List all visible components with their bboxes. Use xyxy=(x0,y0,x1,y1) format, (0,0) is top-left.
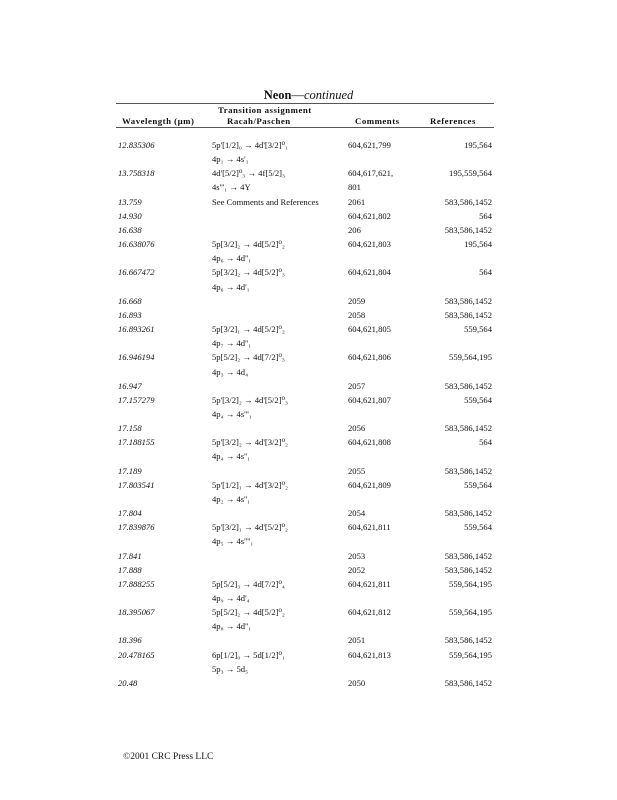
wavelength-cell: 13.759 xyxy=(118,196,142,207)
wavelength-cell xyxy=(116,534,208,548)
references-cell xyxy=(426,336,494,350)
references-cell: 559,564,195 xyxy=(449,649,492,660)
references-cell xyxy=(426,180,494,194)
transition-cell xyxy=(208,379,344,393)
wavelength-cell: 17.888 xyxy=(118,564,142,575)
comments-cell xyxy=(344,280,426,294)
wavelength-cell xyxy=(116,152,208,166)
references-cell xyxy=(426,591,494,605)
header-transition-line2: Racah/Paschen xyxy=(227,116,291,126)
header-references: References xyxy=(430,116,476,126)
comments-cell xyxy=(344,591,426,605)
wavelength-cell: 16.946194 xyxy=(118,352,155,363)
transition-cell: 4p₆ → 4d'₁ xyxy=(212,281,250,292)
comments-cell xyxy=(344,365,426,379)
references-cell: 559,564 xyxy=(464,394,492,405)
transition-cell: 5p'[3/2]₂ → 4d'[3/2]⁰₂ xyxy=(212,437,289,448)
references-cell: 583,586,1452 xyxy=(444,635,492,646)
comments-cell: 604,621,812 xyxy=(348,607,391,618)
title-element: Neon xyxy=(263,88,292,102)
comments-cell: 2059 xyxy=(348,295,366,306)
comments-cell xyxy=(344,449,426,463)
transition-cell: 4d'[5/2]⁰₃ → 4f[5/2]₃ xyxy=(212,168,286,179)
table-row xyxy=(116,520,494,534)
transition-cell xyxy=(208,464,344,478)
comments-cell: 604,621,803 xyxy=(348,239,391,250)
wavelength-cell xyxy=(116,180,208,194)
wavelength-cell xyxy=(116,662,208,676)
wavelength-cell: 17.888255 xyxy=(118,578,155,589)
wavelength-cell xyxy=(116,336,208,350)
references-cell: 564 xyxy=(479,210,492,221)
comments-cell: 2052 xyxy=(348,564,366,575)
transition-cell: 5p₃ → 5d₅ xyxy=(212,663,249,674)
wavelength-cell: 13.758318 xyxy=(118,168,155,179)
transition-cell xyxy=(208,549,344,563)
wavelength-cell: 16.668 xyxy=(118,295,142,306)
references-cell xyxy=(426,152,494,166)
wavelength-cell xyxy=(116,280,208,294)
wavelength-cell: 18.395067 xyxy=(118,607,155,618)
transition-cell: 5p[3/2]₂ → 4d[5/2]⁰₂ xyxy=(212,239,285,250)
table-row xyxy=(116,506,494,520)
references-cell: 195,564 xyxy=(464,239,492,250)
comments-cell: 604,621,808 xyxy=(348,437,391,448)
comments-cell: 2061 xyxy=(348,196,366,207)
comments-cell: 604,621,809 xyxy=(348,479,391,490)
references-cell: 559,564,195 xyxy=(449,607,492,618)
table-row xyxy=(116,648,494,662)
references-cell xyxy=(426,492,494,506)
table-row xyxy=(116,421,494,435)
references-cell: 195,564 xyxy=(464,140,492,150)
transition-cell: 4p₈ → 4d''₁ xyxy=(212,621,252,632)
comments-cell: 206 xyxy=(348,224,361,235)
transition-cell: 6p[1/2]₀ → 5d[1/2]⁰₁ xyxy=(212,649,285,660)
comments-cell: 604,621,811 xyxy=(348,522,391,533)
table-row xyxy=(116,478,494,492)
wavelength-cell: 12.835306 xyxy=(118,140,155,150)
wavelength-cell: 16.893 xyxy=(118,309,142,320)
wavelength-cell xyxy=(116,619,208,633)
wavelength-cell xyxy=(116,365,208,379)
transition-cell: 5p[5/2]₃ → 4d[7/2]⁰₄ xyxy=(212,578,285,589)
comments-cell: 2054 xyxy=(348,508,366,519)
transition-cell: 4p₉ → 4d'₄ xyxy=(212,593,250,603)
wavelength-cell: 20.478165 xyxy=(118,649,155,660)
references-cell: 564 xyxy=(479,437,492,448)
references-cell: 583,586,1452 xyxy=(444,550,492,561)
table-row xyxy=(116,393,494,407)
wavelength-cell: 17.804 xyxy=(118,508,142,519)
wavelength-cell xyxy=(116,591,208,605)
transition-cell: 4p₂ → 4s''₁ xyxy=(212,493,251,504)
table-row xyxy=(116,662,494,676)
references-cell: 583,586,1452 xyxy=(444,677,492,688)
comments-cell xyxy=(344,152,426,166)
header-comments: Comments xyxy=(355,116,400,126)
transition-cell: 4p₄ → 4s'''₁ xyxy=(212,408,252,419)
references-cell: 583,586,1452 xyxy=(444,465,492,476)
table-row xyxy=(116,591,494,605)
table-row xyxy=(116,633,494,647)
table-row xyxy=(116,365,494,379)
references-cell: 583,586,1452 xyxy=(444,295,492,306)
references-cell xyxy=(426,449,494,463)
references-cell: 195,559,564 xyxy=(449,168,492,179)
table-row xyxy=(116,308,494,322)
transition-cell: 4p₆ → 4d''₁ xyxy=(212,253,252,264)
wavelength-cell: 17.188155 xyxy=(118,437,155,448)
comments-cell: 801 xyxy=(348,182,361,193)
references-cell: 583,586,1452 xyxy=(444,564,492,575)
table-row xyxy=(116,563,494,577)
references-cell xyxy=(426,662,494,676)
comments-cell: 2056 xyxy=(348,423,366,434)
comments-cell: 2051 xyxy=(348,635,366,646)
references-cell: 559,564,195 xyxy=(449,352,492,363)
references-cell: 583,586,1452 xyxy=(444,423,492,434)
table-row xyxy=(116,195,494,209)
table-row xyxy=(116,379,494,393)
transition-cell xyxy=(208,294,344,308)
wavelength-cell: 16.667472 xyxy=(118,267,155,278)
comments-cell: 604,621,807 xyxy=(348,394,391,405)
table-row xyxy=(116,577,494,591)
table-row xyxy=(116,619,494,633)
transition-cell: 4p₁ → 4s'₁ xyxy=(212,154,249,165)
comments-cell xyxy=(344,619,426,633)
transition-cell: 4p₄ → 4s''₁ xyxy=(212,451,251,462)
references-cell xyxy=(426,365,494,379)
references-cell xyxy=(426,407,494,421)
references-cell: 583,586,1452 xyxy=(444,309,492,320)
transition-cell xyxy=(208,209,344,223)
transition-cell: 5p'[3/2]₁ → 4d'[5/2]⁰₂ xyxy=(212,522,289,533)
transition-cell xyxy=(208,308,344,322)
transition-cell: 5p[3/2]₁ → 4d[5/2]⁰₂ xyxy=(212,324,285,335)
table-row xyxy=(116,265,494,279)
page-title xyxy=(0,88,617,103)
header-wavelength: Wavelength (µm) xyxy=(122,116,195,126)
transition-cell: 4p₅ → 4s''''₁ xyxy=(212,536,254,547)
references-cell xyxy=(426,251,494,265)
comments-cell: 2053 xyxy=(348,550,366,561)
wavelength-cell: 17.803541 xyxy=(118,479,155,490)
references-cell: 559,564,195 xyxy=(449,578,492,589)
transition-cell: 5p[5/2]₂ → 4d[5/2]⁰₂ xyxy=(212,607,285,618)
transition-cell: 5p'[1/2]₁ → 4d'[3/2]⁰₂ xyxy=(212,479,289,490)
comments-cell: 2055 xyxy=(348,465,366,476)
comments-cell xyxy=(344,336,426,350)
references-cell: 583,586,1452 xyxy=(444,380,492,391)
wavelength-cell: 16.893261 xyxy=(118,324,155,335)
table-row xyxy=(116,435,494,449)
table-row xyxy=(116,464,494,478)
wavelength-cell: 17.839876 xyxy=(118,522,155,533)
transition-cell xyxy=(208,563,344,577)
table-row xyxy=(116,449,494,463)
comments-cell: 2050 xyxy=(348,677,366,688)
references-cell: 583,586,1452 xyxy=(444,224,492,235)
table-row xyxy=(116,223,494,237)
comments-cell: 604,621,811 xyxy=(348,578,391,589)
transition-cell xyxy=(208,506,344,520)
wavelength-cell: 17.158 xyxy=(118,423,142,434)
transition-cell xyxy=(208,421,344,435)
comments-cell: 604,621,806 xyxy=(348,352,391,363)
wavelength-cell: 14.930 xyxy=(118,210,142,221)
header-bottom-rule xyxy=(116,127,494,128)
comments-cell: 604,621,813 xyxy=(348,649,391,660)
comments-cell xyxy=(344,251,426,265)
wavelength-cell: 17.157279 xyxy=(118,394,155,405)
references-cell xyxy=(426,280,494,294)
wavelength-cell: 17.841 xyxy=(118,550,142,561)
comments-cell xyxy=(344,534,426,548)
transition-cell xyxy=(208,676,344,690)
transition-cell: 4p₃ → 4d₄ xyxy=(212,366,249,377)
header-transition-line1: Transition assignment xyxy=(218,105,312,115)
table-row xyxy=(116,166,494,180)
table-row xyxy=(116,492,494,506)
transition-cell xyxy=(208,633,344,647)
comments-cell: 604,621,802 xyxy=(348,210,391,221)
transition-cell: 4p₇ → 4d''₁ xyxy=(212,338,252,349)
table-row xyxy=(116,350,494,364)
comments-cell: 604,617,621, xyxy=(348,168,394,179)
references-cell: 583,586,1452 xyxy=(444,508,492,519)
header-top-rule xyxy=(116,103,494,104)
references-cell: 583,586,1452 xyxy=(444,196,492,207)
table-row xyxy=(116,676,494,690)
table-row xyxy=(116,251,494,265)
transition-cell: 4s'''₁ → 4Y xyxy=(212,182,251,193)
transition-cell: See Comments and References xyxy=(212,196,319,207)
transition-cell xyxy=(208,223,344,237)
copyright-footer: ©2001 CRC Press LLC xyxy=(123,752,214,762)
table-row xyxy=(116,180,494,194)
table-row xyxy=(116,534,494,548)
references-cell: 559,564 xyxy=(464,522,492,533)
table-row xyxy=(116,322,494,336)
comments-cell: 604,621,799 xyxy=(348,140,391,150)
table-row xyxy=(116,336,494,350)
comments-cell xyxy=(344,492,426,506)
comments-cell: 604,621,805 xyxy=(348,324,391,335)
table-row xyxy=(116,407,494,421)
references-cell: 559,564 xyxy=(464,324,492,335)
wavelength-cell: 16.638 xyxy=(118,224,142,235)
wavelength-cell xyxy=(116,407,208,421)
transitions-table xyxy=(116,138,494,690)
wavelength-cell: 18.396 xyxy=(118,635,142,646)
wavelength-cell: 20.48 xyxy=(118,677,138,688)
references-cell: 559,564 xyxy=(464,479,492,490)
table-row xyxy=(116,605,494,619)
transition-cell: 5p'[3/2]₂ → 4d'[5/2]⁰₃ xyxy=(212,394,289,405)
transition-cell: 5p[3/2]₂ → 4d[5/2]⁰₃ xyxy=(212,267,285,278)
wavelength-cell: 17.189 xyxy=(118,465,142,476)
wavelength-cell xyxy=(116,251,208,265)
wavelength-cell: 16.947 xyxy=(118,380,142,391)
table-row xyxy=(116,549,494,563)
references-cell xyxy=(426,619,494,633)
title-suffix: continued xyxy=(303,88,354,102)
comments-cell xyxy=(344,662,426,676)
comments-cell: 2057 xyxy=(348,380,366,391)
wavelength-cell xyxy=(116,449,208,463)
table-row xyxy=(116,152,494,166)
references-cell xyxy=(426,534,494,548)
comments-cell: 2058 xyxy=(348,309,366,320)
transition-cell: 5p[5/2]₂ → 4d[7/2]⁰₃ xyxy=(212,352,285,363)
references-cell: 564 xyxy=(479,267,492,278)
table-row xyxy=(116,280,494,294)
table-row xyxy=(116,237,494,251)
wavelength-cell: 16.638076 xyxy=(118,239,155,250)
transition-cell: 5p'[1/2]₀ → 4d'[3/2]⁰₁ xyxy=(212,140,289,150)
table-row xyxy=(116,138,494,152)
table-row xyxy=(116,294,494,308)
comments-cell: 604,621,804 xyxy=(348,267,391,278)
wavelength-cell xyxy=(116,492,208,506)
table-row xyxy=(116,209,494,223)
title-dash: — xyxy=(291,88,304,102)
comments-cell xyxy=(344,407,426,421)
